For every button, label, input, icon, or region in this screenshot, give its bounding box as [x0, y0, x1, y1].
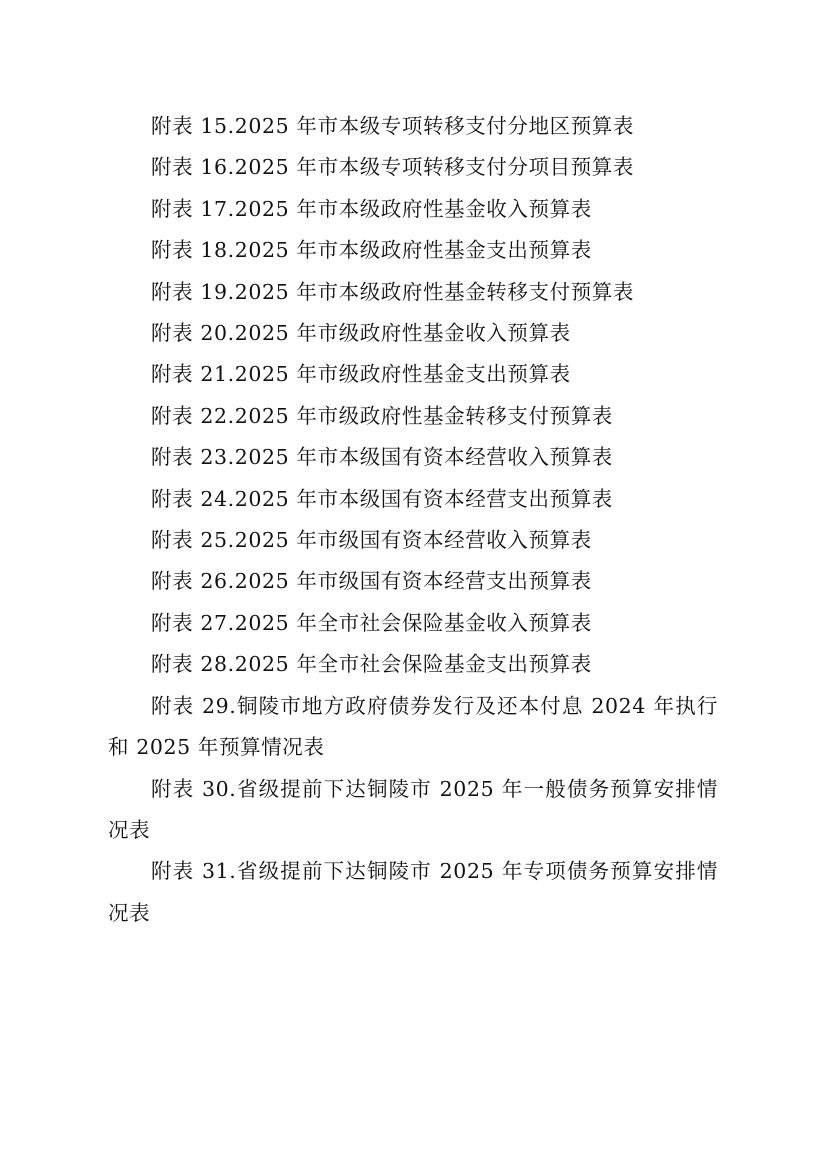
- appendix-item-25: 附表 25.2025 年市级国有资本经营收入预算表: [151, 528, 592, 553]
- appendix-item-19: 附表 19.2025 年市本级政府性基金转移支付预算表: [151, 279, 635, 304]
- appendix-item-23: 附表 23.2025 年市本级国有资本经营收入预算表: [151, 445, 613, 470]
- appendix-item-22: 附表 22.2025 年市级政府性基金转移支付预算表: [151, 403, 613, 428]
- appendix-item-21: 附表 21.2025 年市级政府性基金支出预算表: [151, 362, 571, 387]
- appendix-item-15: 附表 15.2025 年市本级专项转移支付分地区预算表: [151, 114, 635, 138]
- appendix-item-31: 附表 31.省级提前下达铜陵市 2025 年专项债务预算安排情况表: [108, 859, 718, 925]
- appendix-item-18: 附表 18.2025 年市本级政府性基金支出预算表: [151, 238, 592, 263]
- appendix-item-30: 附表 30.省级提前下达铜陵市 2025 年一般债务预算安排情况表: [108, 776, 718, 842]
- appendix-item-26: 附表 26.2025 年市级国有资本经营支出预算表: [151, 569, 592, 594]
- appendix-item-27: 附表 27.2025 年全市社会保险基金收入预算表: [151, 610, 592, 635]
- appendix-item-17: 附表 17.2025 年市本级政府性基金收入预算表: [151, 196, 592, 221]
- appendix-item-16: 附表 16.2025 年市本级专项转移支付分项目预算表: [151, 155, 635, 180]
- appendix-item-20: 附表 20.2025 年市级政府性基金收入预算表: [151, 321, 571, 346]
- appendix-item-24: 附表 24.2025 年市本级国有资本经营支出预算表: [151, 486, 613, 511]
- appendix-list: [108, 106, 718, 934]
- appendix-item-29: 附表 29.铜陵市地方政府债券发行及还本付息 2024 年执行和 2025 年预算情况表: [108, 693, 718, 760]
- appendix-item-28: 附表 28.2025 年全市社会保险基金支出预算表: [151, 652, 592, 677]
